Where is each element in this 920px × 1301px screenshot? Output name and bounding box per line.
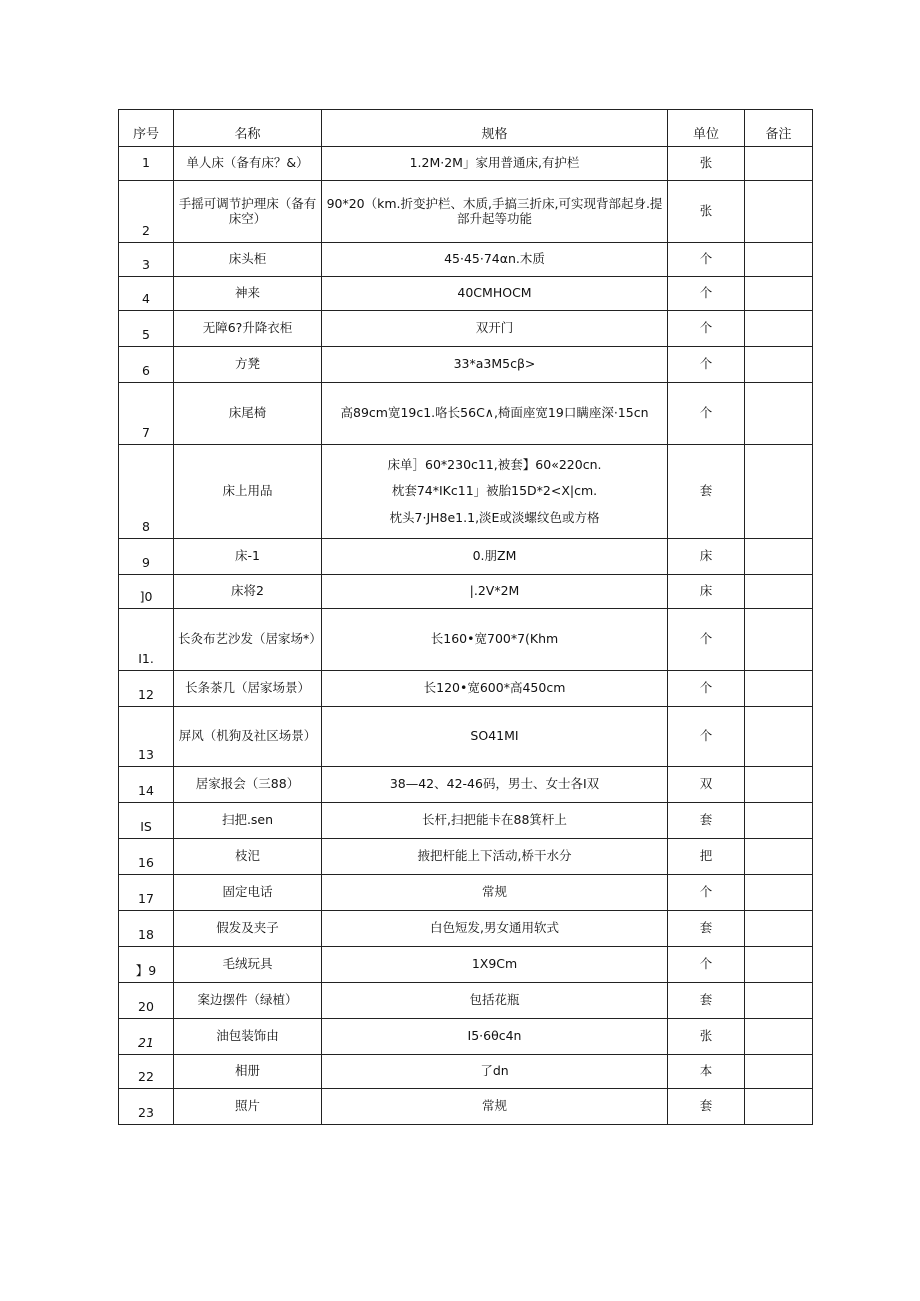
table-row <box>119 539 813 575</box>
cell-note <box>745 539 813 575</box>
cell-no: 16 <box>119 839 174 875</box>
cell-name: 油包装饰由 <box>174 1019 322 1055</box>
table-body <box>119 147 813 1125</box>
cell-note <box>745 347 813 383</box>
header-note: 备注 <box>745 110 813 147</box>
cell-no: 1 <box>119 147 174 181</box>
equipment-spec-table <box>118 109 813 1125</box>
cell-spec <box>322 539 668 575</box>
spec-line: 枕套74*IKc11」被胎15D*2<X|cm. <box>391 483 598 499</box>
cell-unit: 床 <box>668 539 745 575</box>
cell-no: 23 <box>119 1089 174 1125</box>
table-row <box>119 947 813 983</box>
cell-unit: 个 <box>668 609 745 671</box>
cell-unit: 个 <box>668 707 745 767</box>
table-row <box>119 707 813 767</box>
table-row <box>119 911 813 947</box>
cell-name: 固定电话 <box>174 875 322 911</box>
cell-name: 手摇可调节护理床（备有床空） <box>174 181 322 243</box>
table-row <box>119 767 813 803</box>
cell-unit: 张 <box>668 181 745 243</box>
cell-unit: 个 <box>668 243 745 277</box>
cell-no: 6 <box>119 347 174 383</box>
cell-no: 12 <box>119 671 174 707</box>
cell-name: 长灸布艺沙发（居家场*） <box>174 609 322 671</box>
cell-spec <box>322 1089 668 1125</box>
spec-line: 掖把杆能上下活动,桥干水分 <box>417 848 572 864</box>
cell-no: 】9 <box>119 947 174 983</box>
cell-note <box>745 609 813 671</box>
table-row <box>119 311 813 347</box>
cell-spec <box>322 181 668 243</box>
spec-line: |.2V*2M <box>469 583 520 599</box>
cell-no: ]0 <box>119 575 174 609</box>
cell-unit: 个 <box>668 347 745 383</box>
cell-note <box>745 983 813 1019</box>
table-row <box>119 383 813 445</box>
cell-unit: 个 <box>668 383 745 445</box>
table-row <box>119 803 813 839</box>
spec-line: 0.朋ZM <box>472 548 517 564</box>
cell-note <box>745 147 813 181</box>
table-row <box>119 1055 813 1089</box>
cell-name: 假发及夹子 <box>174 911 322 947</box>
cell-no: 3 <box>119 243 174 277</box>
table-row <box>119 671 813 707</box>
cell-unit: 个 <box>668 311 745 347</box>
cell-name: 无障6?升降衣柜 <box>174 311 322 347</box>
table-row <box>119 147 813 181</box>
table-row <box>119 875 813 911</box>
cell-no: 14 <box>119 767 174 803</box>
spec-line: 33*a3M5cβ> <box>453 356 536 372</box>
cell-spec <box>322 875 668 911</box>
spec-line: 45·45·74αn.木质 <box>444 251 545 267</box>
cell-note <box>745 707 813 767</box>
cell-no: 13 <box>119 707 174 767</box>
cell-note <box>745 767 813 803</box>
spec-line: 枕头7·JH8e1.1,淡E或淡螺纹色或方格 <box>389 509 600 525</box>
spec-line: 常规 <box>481 884 507 900</box>
cell-no: 18 <box>119 911 174 947</box>
cell-no: 22 <box>119 1055 174 1089</box>
cell-unit: 套 <box>668 803 745 839</box>
cell-unit: 把 <box>668 839 745 875</box>
table-row <box>119 983 813 1019</box>
spec-line: 1.2M·2M」家用普通床,有护栏 <box>409 155 580 171</box>
spec-line: 长杆,扫把能卡在88箕杆上 <box>422 812 567 828</box>
cell-name: 照片 <box>174 1089 322 1125</box>
cell-note <box>745 1055 813 1089</box>
table-row <box>119 575 813 609</box>
cell-name: 床将2 <box>174 575 322 609</box>
cell-spec <box>322 839 668 875</box>
cell-name: 床尾椅 <box>174 383 322 445</box>
cell-unit: 套 <box>668 983 745 1019</box>
spec-line: 包括花瓶 <box>469 992 520 1008</box>
table-row <box>119 445 813 539</box>
cell-no: 2 <box>119 181 174 243</box>
cell-name: 床-1 <box>174 539 322 575</box>
cell-spec <box>322 383 668 445</box>
header-unit: 单位 <box>668 110 745 147</box>
spec-line: 高89cm宽19c1.咯长56C∧,椅面座宽19口瞒座深·15cn <box>340 405 649 421</box>
cell-name: 扫把.sen <box>174 803 322 839</box>
cell-spec <box>322 575 668 609</box>
cell-no: 5 <box>119 311 174 347</box>
cell-spec <box>322 911 668 947</box>
cell-spec <box>322 609 668 671</box>
cell-note <box>745 311 813 347</box>
cell-spec <box>322 445 668 539</box>
cell-note <box>745 947 813 983</box>
spec-line: 38—42、42-46码，男士、女士各I双 <box>389 776 600 792</box>
cell-unit: 个 <box>668 671 745 707</box>
header-no: 序号 <box>119 110 174 147</box>
table-row <box>119 243 813 277</box>
cell-no: 8 <box>119 445 174 539</box>
spec-line: 常规 <box>481 1098 507 1114</box>
table-row <box>119 181 813 243</box>
cell-spec <box>322 311 668 347</box>
cell-spec <box>322 671 668 707</box>
cell-note <box>745 1019 813 1055</box>
table-header-row <box>119 110 813 147</box>
cell-no: 9 <box>119 539 174 575</box>
cell-name: 屏风（机狗及社区场景） <box>174 707 322 767</box>
cell-spec <box>322 147 668 181</box>
cell-name: 神来 <box>174 277 322 311</box>
cell-unit: 张 <box>668 147 745 181</box>
cell-name: 床上用品 <box>174 445 322 539</box>
cell-unit: 套 <box>668 445 745 539</box>
table-row <box>119 347 813 383</box>
cell-name: 床头柜 <box>174 243 322 277</box>
cell-name: 毛绒玩具 <box>174 947 322 983</box>
cell-unit: 本 <box>668 1055 745 1089</box>
cell-note <box>745 383 813 445</box>
cell-unit: 套 <box>668 911 745 947</box>
cell-note <box>745 911 813 947</box>
table-row <box>119 277 813 311</box>
spec-line: 长120•宽600*高450cm <box>423 680 566 696</box>
spec-line: 床单］60*230c11,被套】60«220cn. <box>387 456 602 472</box>
header-spec: 规格 <box>322 110 668 147</box>
cell-unit: 套 <box>668 1089 745 1125</box>
cell-spec <box>322 767 668 803</box>
cell-unit: 床 <box>668 575 745 609</box>
cell-spec <box>322 1055 668 1089</box>
cell-note <box>745 839 813 875</box>
cell-spec <box>322 707 668 767</box>
cell-no: 21 <box>119 1019 174 1055</box>
cell-name: 案边摆件（绿植） <box>174 983 322 1019</box>
cell-name: 相册 <box>174 1055 322 1089</box>
cell-spec <box>322 277 668 311</box>
cell-note <box>745 277 813 311</box>
cell-note <box>745 575 813 609</box>
cell-no: 7 <box>119 383 174 445</box>
header-name: 名称 <box>174 110 322 147</box>
spec-line: 双开门 <box>475 320 514 336</box>
cell-unit: 个 <box>668 875 745 911</box>
cell-name: 方凳 <box>174 347 322 383</box>
cell-unit: 个 <box>668 947 745 983</box>
cell-spec <box>322 347 668 383</box>
cell-note <box>745 1089 813 1125</box>
cell-no: 20 <box>119 983 174 1019</box>
cell-note <box>745 445 813 539</box>
cell-spec <box>322 803 668 839</box>
cell-name: 枝汜 <box>174 839 322 875</box>
cell-name: 居家报会（三88） <box>174 767 322 803</box>
cell-name: 单人床（备有床？&） <box>174 147 322 181</box>
cell-no: IS <box>119 803 174 839</box>
cell-no: I1. <box>119 609 174 671</box>
cell-unit: 张 <box>668 1019 745 1055</box>
cell-note <box>745 181 813 243</box>
cell-spec <box>322 243 668 277</box>
cell-note <box>745 243 813 277</box>
cell-no: 4 <box>119 277 174 311</box>
spec-line: 白色短发,男女通用软式 <box>430 920 559 936</box>
table-row <box>119 1089 813 1125</box>
spec-line: 40CMHOCM <box>457 285 532 301</box>
spec-line: 长160•宽700*7(Khm <box>430 631 559 647</box>
cell-spec <box>322 947 668 983</box>
cell-note <box>745 803 813 839</box>
cell-note <box>745 671 813 707</box>
spec-line: 了dn <box>480 1063 509 1079</box>
cell-no: 17 <box>119 875 174 911</box>
spec-line: SO41MI <box>470 728 519 744</box>
table-row <box>119 1019 813 1055</box>
cell-unit: 双 <box>668 767 745 803</box>
cell-spec <box>322 1019 668 1055</box>
table-row <box>119 609 813 671</box>
spec-line: I5·6θc4n <box>467 1028 522 1044</box>
cell-spec <box>322 983 668 1019</box>
spec-line: 90*20（km.折变护栏、木质,手搞三折床,可实现背部起身.提部升起等功能 <box>326 196 663 226</box>
spec-line: 1X9Cm <box>471 956 518 972</box>
cell-name: 长条茶几（居家场景） <box>174 671 322 707</box>
table-row <box>119 839 813 875</box>
cell-note <box>745 875 813 911</box>
cell-unit: 个 <box>668 277 745 311</box>
